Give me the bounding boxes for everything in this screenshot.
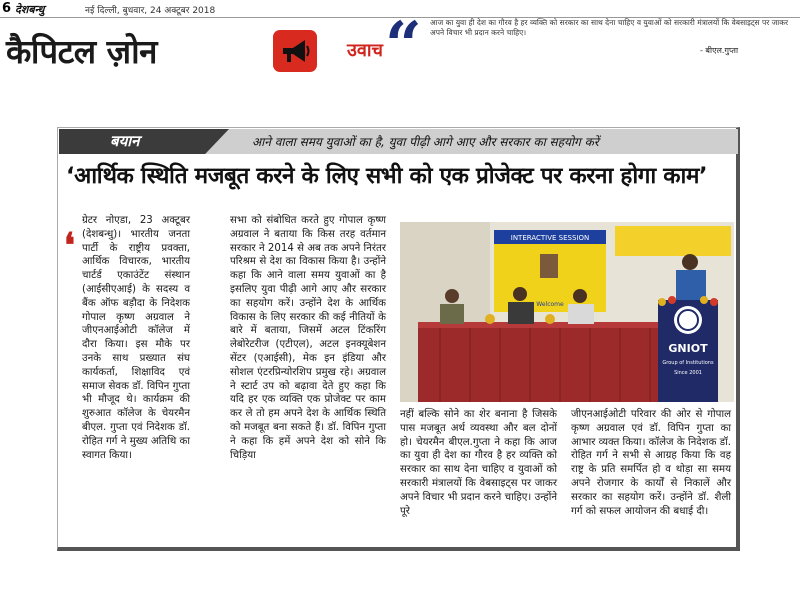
dateline: नई दिल्ली, बुधवार, 24 अक्टूबर 2018 (85, 6, 216, 16)
event-photo-drawing (400, 222, 734, 402)
megaphone-icon (279, 36, 311, 66)
article-column-4: जीएनआईओटी परिवार की ओर से गोपाल कृष्ण अग्रवाल एवं डॉ. विपिन गुप्ता का आभार व्यक्त किया। कॉलेज के निदेशक डॉ. रोहित गर्ग ने सभी से आग्रह किया कि वह राष्ट्र के प्रति समर्पित हो व थोड़ा सा समय अपने रोजगार के कार्यों से निकालें और सरकार का सहयोग करें। उन्होंने डॉ. शैली गर्ग को सफल आयोजन की बधाई दी। (571, 409, 731, 517)
podium-est: Since 2001 (674, 370, 702, 376)
paper-name-logo: देशबन्धु (15, 3, 45, 16)
banner-tag-shape (59, 129, 229, 154)
wall-panel (615, 226, 731, 256)
article-headline: ‘आर्थिक स्थिति मजबूत करने के लिए सभी को एक प्रोजेक्ट पर करना होगा काम’ (66, 163, 708, 189)
article-column-1: ग्रेटर नोएडा, 23 अक्टूबर (देशबन्धु)। भारतीय जनता पार्टी के राष्ट्रीय प्रवक्ता, आर्थिक विचारक, भारतीय चार्टर्ड एकाउंटेंट संस्थान (आईसीएआई) के सदस्य व बैंक ऑफ बड़ौदा के निदेशक गोपाल कृष्ण अग्रवाल ने जीएनआईओटी कॉलेज में दौरा किया। इस मौके पर उनके साथ प्रख्यात संघ कार्यकर्ता, शिक्षाविद एवं समाज सेवक डॉ. विपिन गुप्ता भी मौजूद थे। कार्यक्रम की शुरुआत कॉलेज के चेयरमैन बीएल. गुप्ता एवं निदेशक डॉ. रोहित गर्ग ने मुख्य अतिथि का स्वागत किया। (82, 215, 190, 461)
article-column-2: सभा को संबोधित करते हुए गोपाल कृष्ण अग्रवाल ने बताया कि किस तरह वर्तमान सरकार ने 2014 से अब तक अपने निरंतर परिश्रम से देश का विकास किया है। उन्होंने कहा कि आने वाला समय युवाओं का है इसलिए युवा पीढ़ी आगे आए और सरकार का सहयोग करें। उन्होंने देश के आर्थिक विकास के लिए सरकार की कई नीतियों के बारे में बताया, जिसमें अटल टिंकरिंग लेबोरेटरीज (एटीएल), अटल इनक्यूबेशन सेंटर (एआईसी), मेक इन इंडिया और सोशल एंटरप्रिन्योरशिप प्रमुख रहे। अग्रवाल ने स्टार्ट उप को बढ़ावा देते हुए कहा कि यदि हर एक व्यक्ति एक प्रोजेक्ट पर काम कर ले तो हम अपने देश के आर्थिक स्थिति को मजबूत बना सकते हैं। डॉ. विपिन गुप्ता ने कहा कि हमें अपने देश को सोने कि चिड़िया (230, 215, 386, 461)
stage-banner-subtitle: Welcome (536, 301, 564, 308)
quote-mark-icon: “ (385, 8, 422, 83)
uvach-label: उवाच (347, 40, 383, 61)
banner-tag-label: बयान (110, 132, 140, 150)
header-quote-text: आज का युवा ही देश का गौरव है हर व्यक्ति को सरकार का साथ देना चाहिए व युवाओं को सरकारी मंत्रालयों कि वेबसाइट्स पर जाकर अपने विचार भी प्रदान करने चाहिए। (430, 18, 789, 37)
stage-banner-title: INTERACTIVE SESSION (510, 234, 590, 242)
page-number: 6 (2, 1, 12, 16)
podium-logo: GNIOT (668, 342, 708, 355)
table-cloth (418, 322, 663, 402)
podium-tagline: Group of Institutions (662, 360, 714, 366)
article-subtitle: आने वाला समय युवाओं का है, युवा पीढ़ी आगे आए और सरकार का सहयोग करें (252, 135, 599, 149)
quote-author: - बीएल.गुप्ता (700, 46, 739, 55)
opening-quote-icon: ❛ (64, 226, 75, 266)
banner-portrait (540, 254, 558, 278)
event-photo (400, 222, 734, 402)
stage-banner (494, 230, 606, 312)
podium (658, 296, 718, 402)
megaphone-badge (273, 30, 317, 72)
article-column-3: नहीं बल्कि सोने का शेर बनाना है जिसके पास मजबूत अर्थ व्यवस्था और बल दोनों हो। चेयरमैन बीएल.गुप्ता ने कहा कि आज का युवा ही देश का गौरव है हर व्यक्ति को सरकार का साथ देना चाहिए व युवाओं को सरकारी मंत्रालयों कि वेबसाइट्स पर जाकर अपने विचार भी प्रदान करने चाहिए। उन्होंने पूरे (400, 409, 557, 517)
section-title: कैपिटल ज़ोन (6, 32, 157, 71)
